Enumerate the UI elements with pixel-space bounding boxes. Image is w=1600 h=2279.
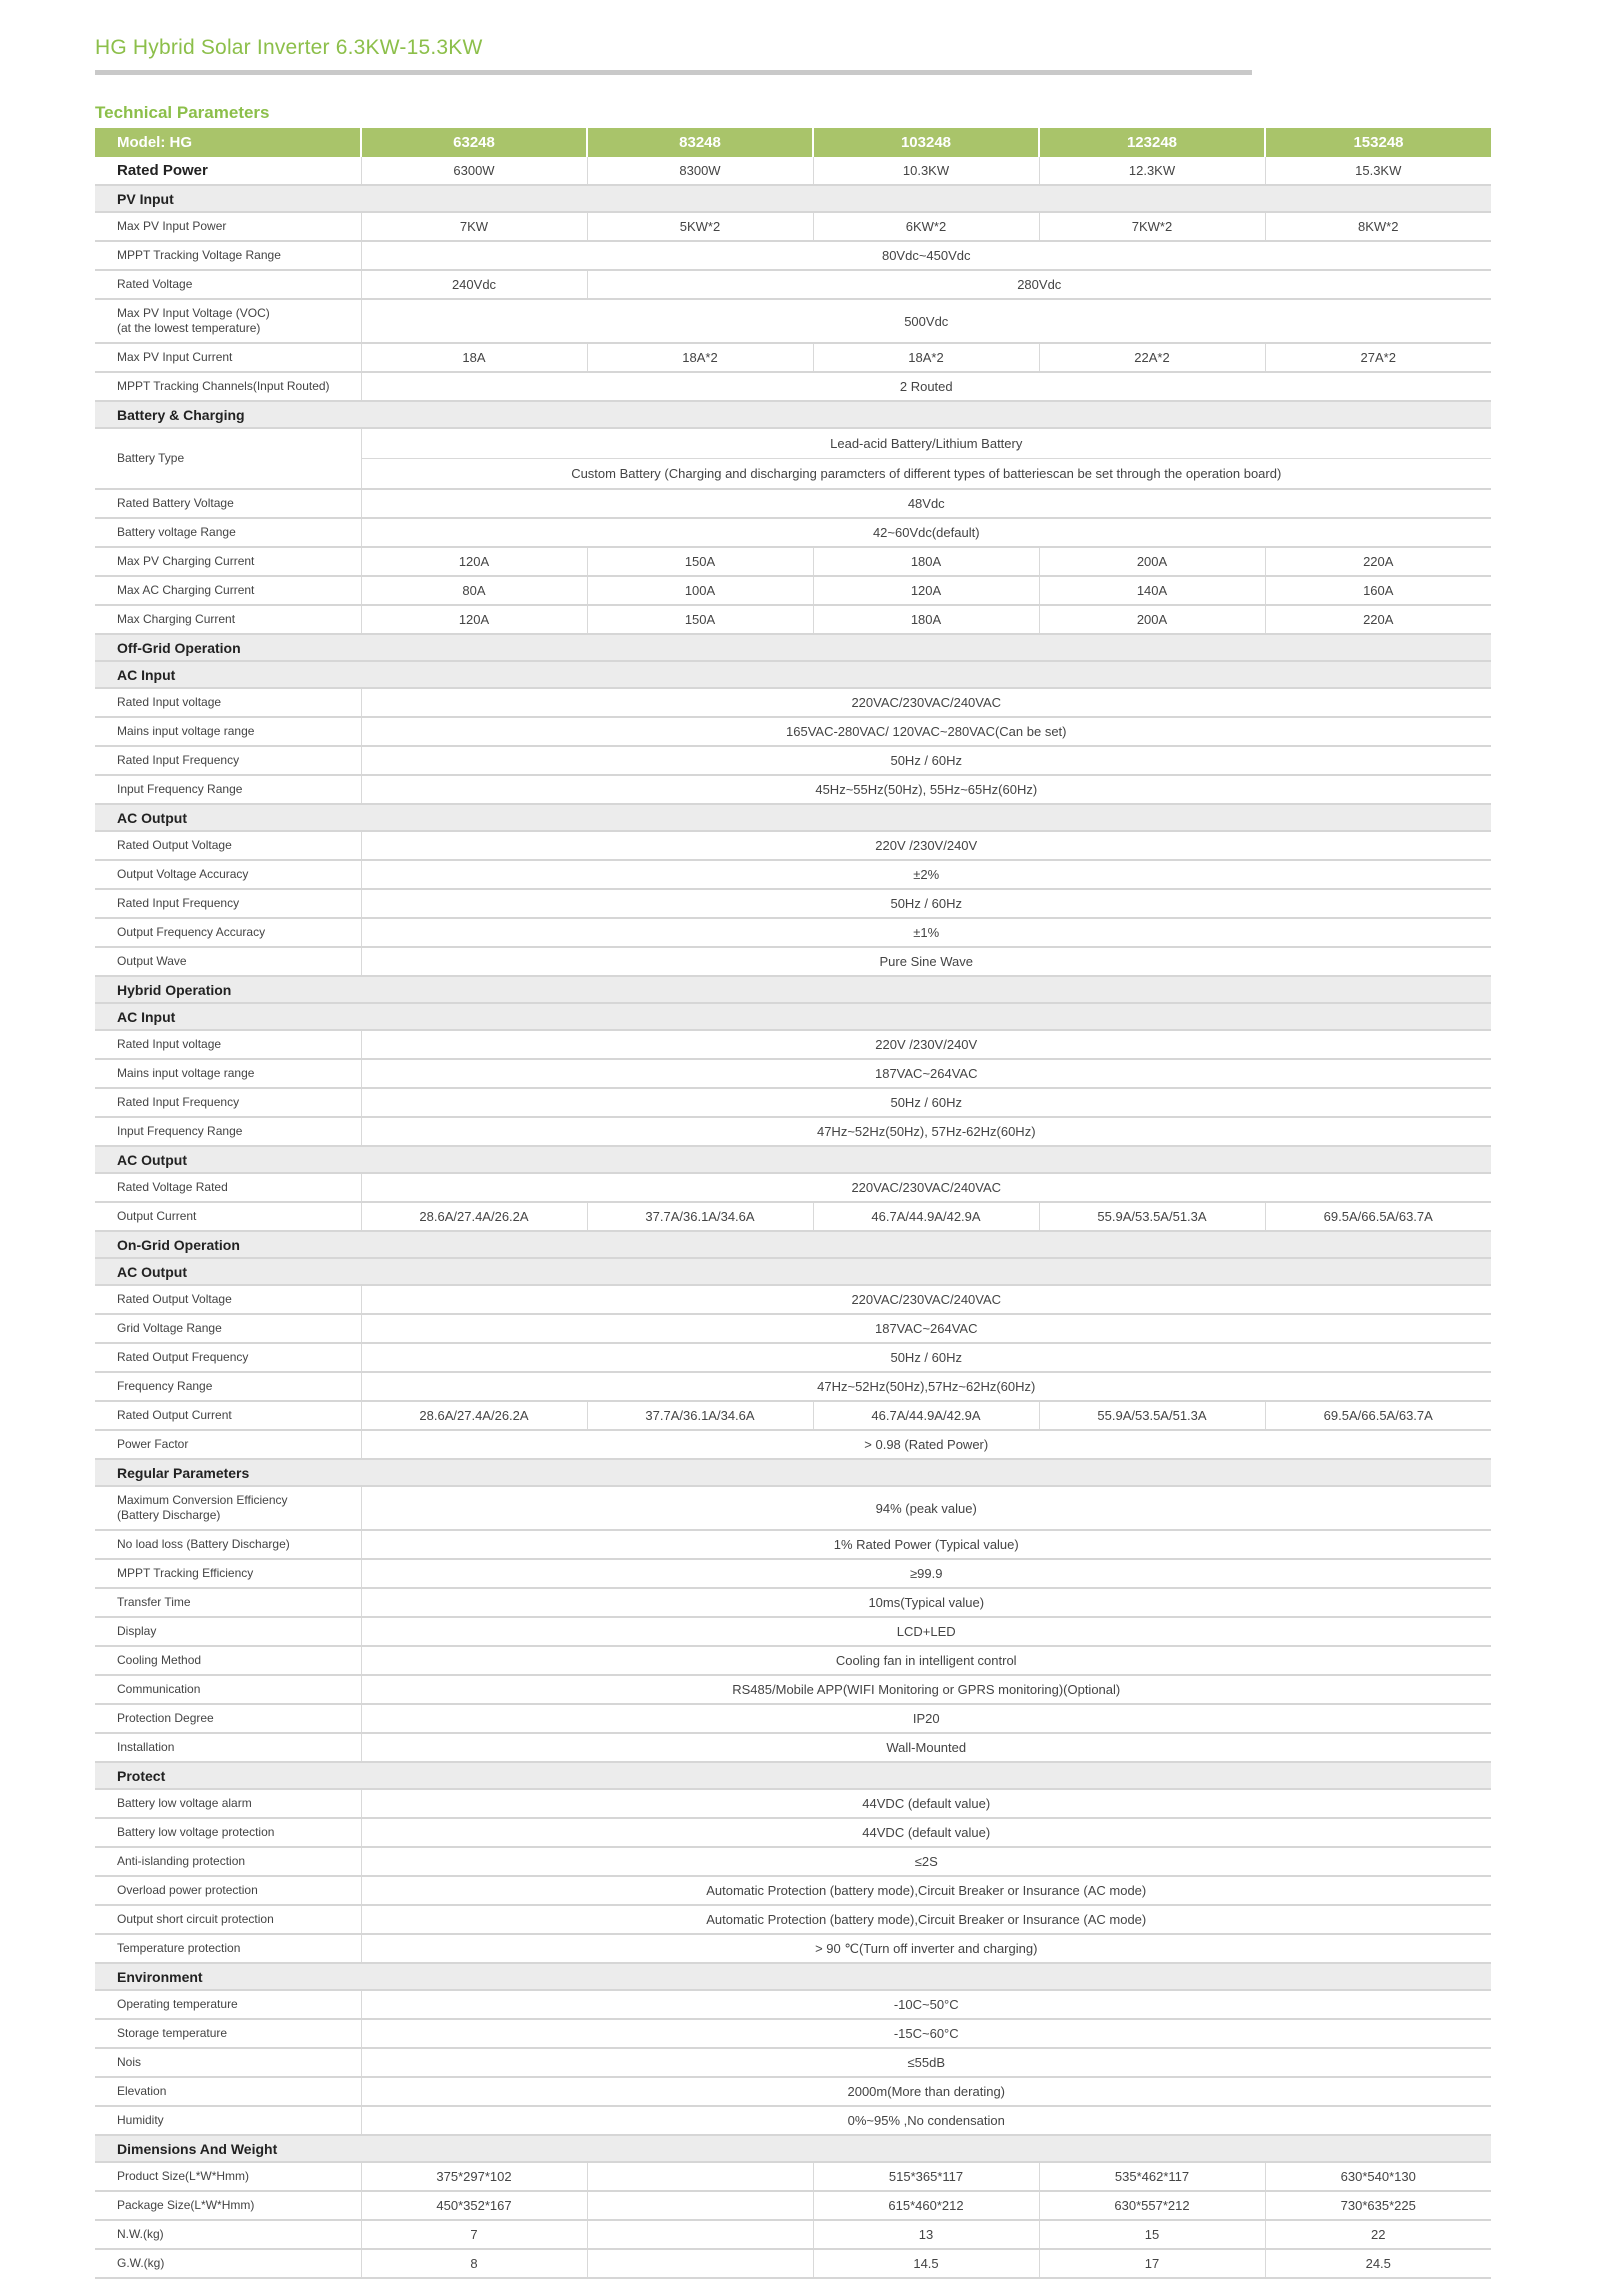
param-row (95, 1704, 1491, 1733)
param-row (95, 1990, 1491, 2019)
param-value (587, 2162, 813, 2191)
param-value: 44VDC (default value) (361, 1818, 1491, 1847)
param-value-group (361, 428, 1491, 489)
section-label: AC Input (95, 1003, 1491, 1030)
param-label: Storage temperature (95, 2019, 361, 2048)
param-row (95, 831, 1491, 860)
param-value: 500Vdc (361, 299, 1491, 343)
param-label: Cooling Method (95, 1646, 361, 1675)
param-label: Maximum Conversion Efficiency (Battery Discharge) (95, 1486, 361, 1530)
param-value (587, 2220, 813, 2249)
param-row (95, 2220, 1491, 2249)
param-value: 535*462*117 (1039, 2162, 1265, 2191)
section-row (95, 1231, 1491, 1258)
param-value: 6KW*2 (813, 212, 1039, 241)
param-label: Overload power protection (95, 1876, 361, 1905)
param-value: 8KW*2 (1265, 212, 1491, 241)
section-label: Off-Grid Operation (95, 634, 1491, 661)
param-row (95, 1486, 1491, 1530)
param-value: 17 (1039, 2249, 1265, 2278)
param-label: MPPT Tracking Channels(Input Routed) (95, 372, 361, 401)
param-row (95, 1818, 1491, 1847)
param-row (95, 1905, 1491, 1934)
param-row (95, 547, 1491, 576)
param-row (95, 372, 1491, 401)
param-value: 7 (361, 2220, 587, 2249)
param-row (95, 717, 1491, 746)
param-row (95, 1314, 1491, 1343)
param-row (95, 746, 1491, 775)
param-label: Rated Output Frequency (95, 1343, 361, 1372)
param-row (95, 2048, 1491, 2077)
param-row (95, 1343, 1491, 1372)
section-label: AC Output (95, 804, 1491, 831)
param-value: 47Hz~52Hz(50Hz),57Hz~62Hz(60Hz) (361, 1372, 1491, 1401)
param-value: 94% (peak value) (361, 1486, 1491, 1530)
param-value: 200A (1039, 605, 1265, 634)
param-label: Rated Input Frequency (95, 746, 361, 775)
param-row (95, 1059, 1491, 1088)
param-row (95, 343, 1491, 372)
param-value: 69.5A/66.5A/63.7A (1265, 1202, 1491, 1231)
param-label: Nois (95, 2048, 361, 2077)
param-label: MPPT Tracking Efficiency (95, 1559, 361, 1588)
param-label: Input Frequency Range (95, 775, 361, 804)
section-row (95, 661, 1491, 688)
param-value (587, 2191, 813, 2220)
param-label: Max Charging Current (95, 605, 361, 634)
param-label: Rated Input Frequency (95, 889, 361, 918)
param-row (95, 947, 1491, 976)
param-value: 120A (361, 605, 587, 634)
param-value: Automatic Protection (battery mode),Circuit Breaker or Insurance (AC mode) (361, 1905, 1491, 1934)
section-row (95, 1963, 1491, 1990)
section-row (95, 1762, 1491, 1789)
param-label: Transfer Time (95, 1588, 361, 1617)
param-row (95, 241, 1491, 270)
section-label: PV Input (95, 185, 1491, 212)
section-label: AC Output (95, 1258, 1491, 1285)
param-value: 10.3KW (813, 157, 1039, 185)
param-value: 187VAC~264VAC (361, 1059, 1491, 1088)
param-row (95, 1559, 1491, 1588)
param-row (95, 212, 1491, 241)
param-value: 5KW*2 (587, 212, 813, 241)
section-row (95, 2135, 1491, 2162)
param-label: Battery low voltage protection (95, 1818, 361, 1847)
param-row (95, 576, 1491, 605)
param-row (95, 1847, 1491, 1876)
param-value: 120A (361, 547, 587, 576)
param-label: Elevation (95, 2077, 361, 2106)
param-row (95, 1430, 1491, 1459)
param-value: 15 (1039, 2220, 1265, 2249)
param-label: Output Current (95, 1202, 361, 1231)
param-row (95, 2249, 1491, 2278)
param-value: 515*365*117 (813, 2162, 1039, 2191)
section-label: Battery & Charging (95, 401, 1491, 428)
param-value: Pure Sine Wave (361, 947, 1491, 976)
param-label: Rated Output Voltage (95, 831, 361, 860)
param-value: 6300W (361, 157, 587, 185)
param-row (95, 1675, 1491, 1704)
param-value: Custom Battery (Charging and discharging paramcters of different types of batteriescan be set through the operation board) (571, 466, 1282, 481)
param-value: 120A (813, 576, 1039, 605)
param-value: 180A (813, 547, 1039, 576)
param-value: 7KW (361, 212, 587, 241)
param-label: Display (95, 1617, 361, 1646)
param-row (95, 1617, 1491, 1646)
param-row (95, 270, 1491, 299)
param-row (95, 775, 1491, 804)
param-value: 69.5A/66.5A/63.7A (1265, 1401, 1491, 1430)
param-row (95, 489, 1491, 518)
param-value: 48Vdc (361, 489, 1491, 518)
param-label: Operating temperature (95, 1990, 361, 2019)
param-value: 1% Rated Power (Typical value) (361, 1530, 1491, 1559)
param-value: -15C~60°C (361, 2019, 1491, 2048)
section-label: Protect (95, 1762, 1491, 1789)
param-label: Max PV Charging Current (95, 547, 361, 576)
param-value: 2000m(More than derating) (361, 2077, 1491, 2106)
param-label: Input Frequency Range (95, 1117, 361, 1146)
param-value: 630*540*130 (1265, 2162, 1491, 2191)
section-label: Dimensions And Weight (95, 2135, 1491, 2162)
param-value: 0%~95% ,No condensation (361, 2106, 1491, 2135)
param-row (95, 1030, 1491, 1059)
param-row (95, 2077, 1491, 2106)
model-number: 103248 (813, 128, 1039, 157)
section-row (95, 976, 1491, 1003)
param-value: 8300W (587, 157, 813, 185)
param-label: Max PV Input Power (95, 212, 361, 241)
param-value: 44VDC (default value) (361, 1789, 1491, 1818)
param-label: Rated Input voltage (95, 1030, 361, 1059)
param-value: 47Hz~52Hz(50Hz), 57Hz-62Hz(60Hz) (361, 1117, 1491, 1146)
param-value: 45Hz~55Hz(50Hz), 55Hz~65Hz(60Hz) (361, 775, 1491, 804)
param-row (95, 1646, 1491, 1675)
param-row (95, 1372, 1491, 1401)
param-label: Rated Output Current (95, 1401, 361, 1430)
param-value: 46.7A/44.9A/42.9A (813, 1401, 1039, 1430)
section-label: On-Grid Operation (95, 1231, 1491, 1258)
param-label: Output Voltage Accuracy (95, 860, 361, 889)
param-row (95, 1117, 1491, 1146)
param-value: 8 (361, 2249, 587, 2278)
param-value: > 0.98 (Rated Power) (361, 1430, 1491, 1459)
param-label: Rated Input Frequency (95, 1088, 361, 1117)
param-value: 22A*2 (1039, 343, 1265, 372)
param-value: 22 (1265, 2220, 1491, 2249)
param-label: Output Wave (95, 947, 361, 976)
section-label: Regular Parameters (95, 1459, 1491, 1486)
param-label: Frequency Range (95, 1372, 361, 1401)
param-row (95, 688, 1491, 717)
section-row (95, 401, 1491, 428)
param-label: Rated Output Voltage (95, 1285, 361, 1314)
param-value: 615*460*212 (813, 2191, 1039, 2220)
section-label: Hybrid Operation (95, 976, 1491, 1003)
param-value: ≤2S (361, 1847, 1491, 1876)
param-value: -10C~50°C (361, 1990, 1491, 2019)
param-row (95, 918, 1491, 947)
param-value: 50Hz / 60Hz (361, 1088, 1491, 1117)
param-row (95, 1530, 1491, 1559)
section-row (95, 1459, 1491, 1486)
param-value: ±1% (361, 918, 1491, 947)
param-value: 165VAC-280VAC/ 120VAC~280VAC(Can be set) (361, 717, 1491, 746)
param-label: Battery low voltage alarm (95, 1789, 361, 1818)
section-row (95, 1003, 1491, 1030)
param-value: 187VAC~264VAC (361, 1314, 1491, 1343)
param-value: Lead-acid Battery/Lithium Battery (362, 429, 1492, 459)
param-value: 375*297*102 (361, 2162, 587, 2191)
param-label: Package Size(L*W*Hmm) (95, 2191, 361, 2220)
param-value: 24.5 (1265, 2249, 1491, 2278)
param-value: 10ms(Typical value) (361, 1588, 1491, 1617)
section-row (95, 634, 1491, 661)
param-label: N.W.(kg) (95, 2220, 361, 2249)
param-value: 18A*2 (813, 343, 1039, 372)
param-row (95, 1876, 1491, 1905)
param-label: Max PV Input Voltage (VOC) (at the lowest temperature) (95, 299, 361, 343)
param-value: 14.5 (813, 2249, 1039, 2278)
param-row (95, 428, 1491, 489)
param-label: Protection Degree (95, 1704, 361, 1733)
param-value: 200A (1039, 547, 1265, 576)
param-value: 280Vdc (587, 270, 1491, 299)
param-row (95, 1088, 1491, 1117)
param-value: 27A*2 (1265, 343, 1491, 372)
param-value: ≤55dB (361, 2048, 1491, 2077)
param-value: 220VAC/230VAC/240VAC (361, 688, 1491, 717)
param-row (95, 2019, 1491, 2048)
model-number: 83248 (587, 128, 813, 157)
title-divider (95, 70, 1252, 75)
param-value: 37.7A/36.1A/34.6A (587, 1202, 813, 1231)
param-value: 630*557*212 (1039, 2191, 1265, 2220)
param-row (95, 2106, 1491, 2135)
param-label: MPPT Tracking Voltage Range (95, 241, 361, 270)
param-value: LCD+LED (361, 1617, 1491, 1646)
param-value: 28.6A/27.4A/26.2A (361, 1202, 587, 1231)
param-value: 13 (813, 2220, 1039, 2249)
param-value: 150A (587, 605, 813, 634)
param-value: 220A (1265, 547, 1491, 576)
param-value: 220VAC/230VAC/240VAC (361, 1285, 1491, 1314)
param-label: Communication (95, 1675, 361, 1704)
param-label: Installation (95, 1733, 361, 1762)
technical-parameters-heading: Technical Parameters (95, 103, 270, 122)
model-number: 63248 (361, 128, 587, 157)
param-value: ≥99.9 (361, 1559, 1491, 1588)
param-row (95, 518, 1491, 547)
param-value: 450*352*167 (361, 2191, 587, 2220)
section-row (95, 1146, 1491, 1173)
param-value: 220V /230V/240V (361, 1030, 1491, 1059)
param-value: 240Vdc (361, 270, 587, 299)
param-label: Anti-islanding protection (95, 1847, 361, 1876)
param-row (95, 1285, 1491, 1314)
param-value: 140A (1039, 576, 1265, 605)
param-label: Grid Voltage Range (95, 1314, 361, 1343)
param-value: 28.6A/27.4A/26.2A (361, 1401, 587, 1430)
param-label: Temperature protection (95, 1934, 361, 1963)
param-row (95, 1733, 1491, 1762)
param-value: 37.7A/36.1A/34.6A (587, 1401, 813, 1430)
param-value: RS485/Mobile APP(WIFI Monitoring or GPRS monitoring)(Optional) (361, 1675, 1491, 1704)
param-label: Output Frequency Accuracy (95, 918, 361, 947)
param-label: Max PV Input Current (95, 343, 361, 372)
param-label: Power Factor (95, 1430, 361, 1459)
param-label: G.W.(kg) (95, 2249, 361, 2278)
section-label: AC Output (95, 1146, 1491, 1173)
param-row (95, 605, 1491, 634)
param-label: No load loss (Battery Discharge) (95, 1530, 361, 1559)
spec-table (95, 128, 1491, 2279)
param-label: Rated Power (95, 157, 361, 185)
param-label: Mains input voltage range (95, 717, 361, 746)
param-label: Rated Voltage (95, 270, 361, 299)
section-label: Environment (95, 1963, 1491, 1990)
param-value: 730*635*225 (1265, 2191, 1491, 2220)
param-label: Rated Voltage Rated (95, 1173, 361, 1202)
param-value: 50Hz / 60Hz (361, 889, 1491, 918)
param-row (95, 1202, 1491, 1231)
param-row (95, 2162, 1491, 2191)
param-value: 50Hz / 60Hz (361, 1343, 1491, 1372)
param-value: 15.3KW (1265, 157, 1491, 185)
param-value (587, 2249, 813, 2278)
param-value: IP20 (361, 1704, 1491, 1733)
param-label: Rated Battery Voltage (95, 489, 361, 518)
param-value: Cooling fan in intelligent control (361, 1646, 1491, 1675)
param-value: 2 Routed (361, 372, 1491, 401)
model-number: 123248 (1039, 128, 1265, 157)
param-label: Humidity (95, 2106, 361, 2135)
param-label: Battery Type (95, 428, 361, 489)
section-row (95, 804, 1491, 831)
param-value: 42~60Vdc(default) (361, 518, 1491, 547)
param-value: 80A (361, 576, 587, 605)
param-row (95, 157, 1491, 185)
param-row (95, 299, 1491, 343)
model-label: Model: HG (95, 128, 361, 157)
param-value: 150A (587, 547, 813, 576)
param-value: 180A (813, 605, 1039, 634)
param-row (95, 1588, 1491, 1617)
param-row (95, 860, 1491, 889)
param-label: Max AC Charging Current (95, 576, 361, 605)
param-value: 12.3KW (1039, 157, 1265, 185)
param-value: 55.9A/53.5A/51.3A (1039, 1401, 1265, 1430)
page-title: HG Hybrid Solar Inverter 6.3KW-15.3KW (95, 36, 483, 59)
model-number: 153248 (1265, 128, 1491, 157)
param-row (95, 1401, 1491, 1430)
model-header-row (95, 128, 1491, 157)
param-row (95, 2191, 1491, 2220)
param-label: Product Size(L*W*Hmm) (95, 2162, 361, 2191)
param-value: Automatic Protection (battery mode),Circuit Breaker or Insurance (AC mode) (361, 1876, 1491, 1905)
section-label: AC Input (95, 661, 1491, 688)
param-value: 46.7A/44.9A/42.9A (813, 1202, 1039, 1231)
param-value: 55.9A/53.5A/51.3A (1039, 1202, 1265, 1231)
param-value: ±2% (361, 860, 1491, 889)
param-value: 50Hz / 60Hz (361, 746, 1491, 775)
param-label: Rated Input voltage (95, 688, 361, 717)
param-label: Battery voltage Range (95, 518, 361, 547)
param-row (95, 1173, 1491, 1202)
param-value: > 90 ℃(Turn off inverter and charging) (361, 1934, 1491, 1963)
param-label: Output short circuit protection (95, 1905, 361, 1934)
param-value: 80Vdc~450Vdc (361, 241, 1491, 270)
param-row (95, 889, 1491, 918)
param-value: 160A (1265, 576, 1491, 605)
param-value: 220V /230V/240V (361, 831, 1491, 860)
param-value: 220A (1265, 605, 1491, 634)
param-value: 18A*2 (587, 343, 813, 372)
param-value: 100A (587, 576, 813, 605)
param-value: 18A (361, 343, 587, 372)
param-label: Mains input voltage range (95, 1059, 361, 1088)
param-value: Wall-Mounted (361, 1733, 1491, 1762)
section-row (95, 1258, 1491, 1285)
param-value: 7KW*2 (1039, 212, 1265, 241)
section-row (95, 185, 1491, 212)
param-value: 220VAC/230VAC/240VAC (361, 1173, 1491, 1202)
param-row (95, 1789, 1491, 1818)
param-row (95, 1934, 1491, 1963)
